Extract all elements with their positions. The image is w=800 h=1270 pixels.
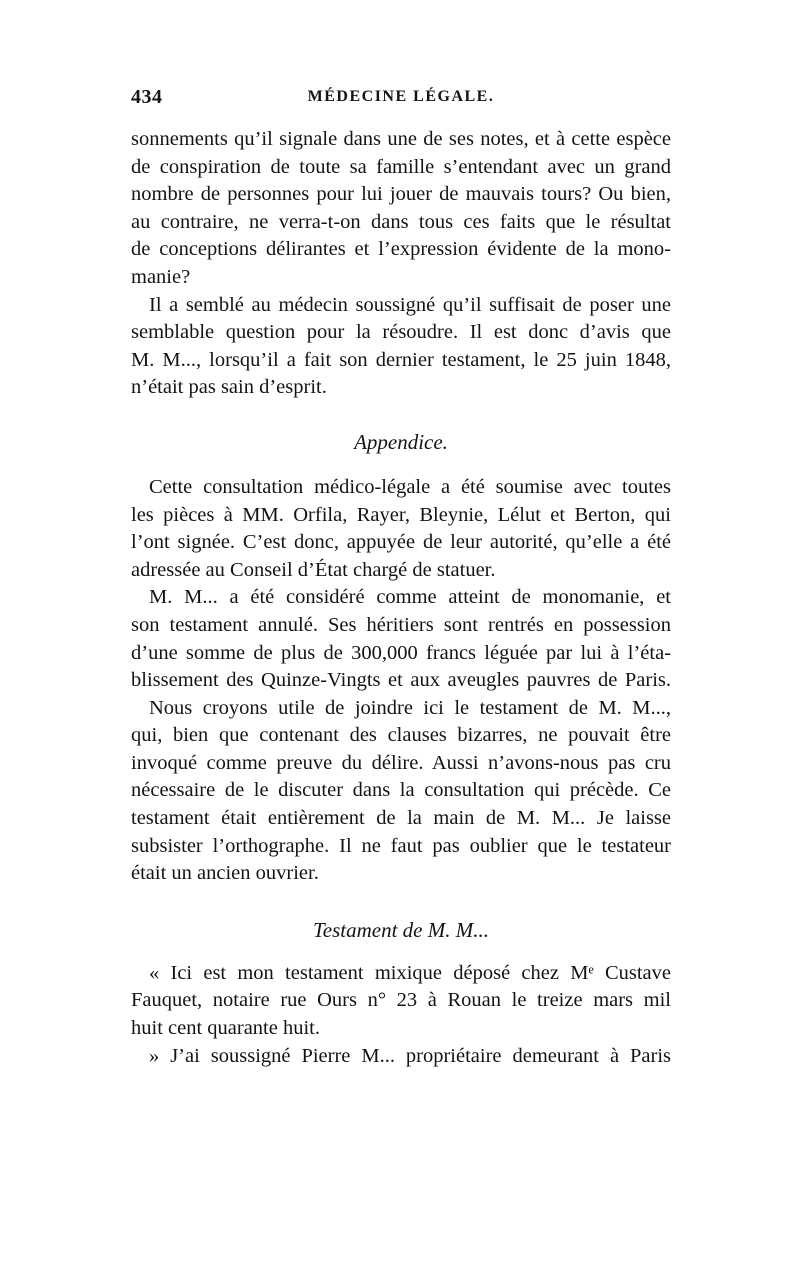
text-line: au contraire, ne verra-t-on dans tous ces faits que le résultat — [131, 210, 671, 233]
text-line: adressée au Conseil d’État chargé de statuer. — [131, 558, 496, 581]
body-text — [131, 126, 671, 1070]
text-line: testament était entièrement de la main de M. M... Je laisse — [131, 807, 671, 830]
text-line: Cette consultation médico-légale a été soumise avec toutes — [149, 475, 671, 498]
paragraph-3 — [131, 474, 671, 584]
text-line: » J’ai soussigné Pierre M... propriétaire demeurant à Paris — [149, 1044, 671, 1067]
paragraph-4 — [131, 584, 671, 694]
text-line: Nous croyons utile de joindre ici le testament de M. M..., — [149, 696, 671, 719]
text-line: manie? — [131, 265, 191, 288]
spacer — [131, 462, 671, 474]
page-header — [131, 86, 671, 116]
text-line: Il a semblé au médecin soussigné qu’il suffisait de poser une — [149, 293, 671, 316]
text-line: d’une somme de plus de 300,000 francs léguée par lui à l’éta- — [131, 641, 671, 664]
text-line: de conceptions délirantes et l’expression évidente de la mono- — [131, 238, 671, 261]
text-line: qui, bien que contenant des clauses bizarres, ne pouvait être — [131, 724, 671, 747]
text-line: n’était pas sain d’esprit. — [131, 376, 327, 399]
text-line: blissement des Quinze-Vingts et aux aveugles pauvres de Paris. — [131, 669, 671, 692]
text-line: de conspiration de toute sa famille s’entendant avec un grand — [131, 155, 671, 178]
text-line: nombre de personnes pour lui jouer de mauvais tours? Ou bien, — [131, 183, 671, 206]
text-line: subsister l’orthographe. Il ne faut pas oublier que le testateur — [131, 834, 671, 857]
text-line: sonnements qu’il signale dans une de ses notes, et à cette espèce — [131, 128, 671, 150]
paragraph-7 — [131, 1043, 671, 1071]
page-number: 434 — [131, 86, 163, 108]
text-line: invoqué comme preuve du délire. Aussi n’avons-nous pas cru — [131, 751, 671, 774]
text-line: M. M..., lorsqu’il a fait son dernier testament, le 25 juin 1848, — [131, 348, 671, 371]
paragraph-6 — [131, 960, 671, 1043]
text-line: était un ancien ouvrier. — [131, 862, 319, 885]
text-line: M. M... a été considéré comme atteint de monomanie, et — [149, 586, 671, 609]
paragraph-2 — [131, 292, 671, 402]
text-line: son testament annulé. Ses héritiers sont rentrés en possession — [131, 613, 671, 636]
text-line: nécessaire de le discuter dans la consultation qui précède. Ce — [131, 779, 671, 802]
text-line: huit cent quarante huit. — [131, 1017, 320, 1040]
text-line: les pièces à MM. Orfila, Rayer, Bleynie, Lélut et Berton, qui — [131, 503, 671, 526]
paragraph-5 — [131, 695, 671, 888]
text-line: « Ici est mon testament mixique déposé chez Mᵉ Custave — [149, 961, 671, 984]
spacer — [131, 402, 671, 422]
spacer — [131, 888, 671, 910]
text-line: l’ont signée. C’est donc, appuyée de leur autorité, qu’elle a été — [131, 531, 671, 554]
testament-heading: Testament de M. M... — [313, 917, 489, 942]
paragraph-1 — [131, 126, 671, 292]
text-line: semblable question pour la résoudre. Il est donc d’avis que — [131, 321, 671, 344]
appendix-heading: Appendice. — [354, 429, 448, 454]
spacer — [131, 950, 671, 960]
text-line: Fauquet, notaire rue Ours n° 23 à Rouan le treize mars mil — [131, 989, 671, 1012]
running-head: MÉDECINE LÉGALE. — [307, 88, 495, 105]
